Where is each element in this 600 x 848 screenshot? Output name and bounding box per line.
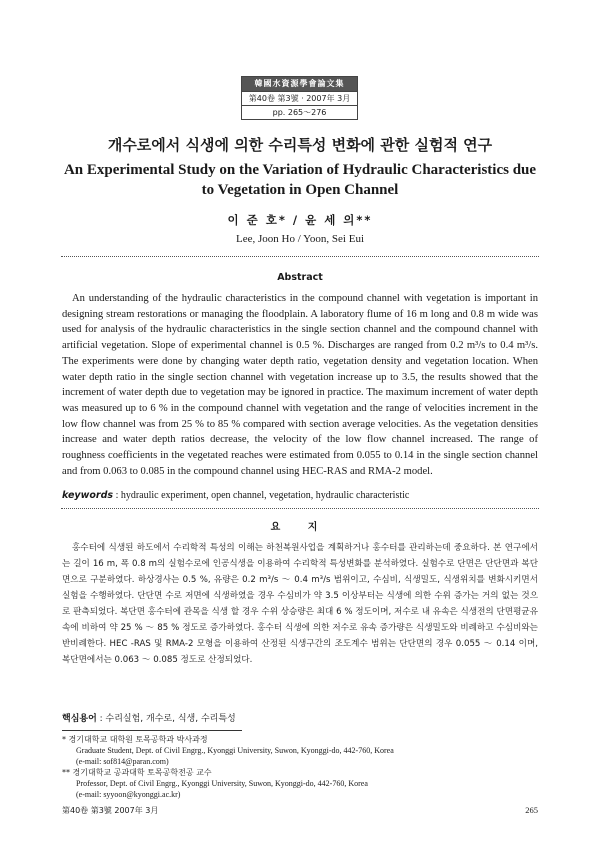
journal-info-box — [241, 76, 358, 120]
footer-issue: 第40卷 第3號 2007年 3月 — [62, 806, 159, 815]
keywords-text: : hydraulic experiment, open channel, vegetation, hydraulic characteristic — [113, 490, 410, 501]
footnote-2-email: (e-mail: syyoon@kyonggi.ac.kr) — [76, 790, 181, 799]
footnote-2-korean: ** 경기대학교 공과대학 토목공학전공 교수 — [62, 768, 212, 777]
journal-name: 韓國水資源學會論文集 — [242, 77, 357, 91]
footnote-2-affiliation: Professor, Dept. of Civil Engrg., Kyonggi University, Suwon, Kyonggi-do, 442-760, Korea — [76, 779, 368, 788]
footnote-rule — [62, 730, 242, 731]
abstract-body: An understanding of the hydraulic characteristics in the compound channel with vegetation is important in designing stream restorations or managing the floodplain. A laboratory flume of 16 m long and 0.8 m wide was used for analysis of the hydraulic characteristics in the single section channel and the compound channel with artificial vegetation. Slope of experimental channel is 0.5 %. Discharges are ranged from 0.2 m³/s to 0.4 m³/s. The experiments were done by changing water depth ratio, vegetation density and vegetation location. When water depth ratio in the single section channel with vegetation increase up to 3.5, the results showed that the increment of water depth due to vegetation may be ignored in practice. The maximum increment of water depth was measured up to 6 % in the compound channel with vegetation and the range of velocities increment in the low flow channel was from 25 % to 85 % compared with section average velocities. As the vegetation densities increase and water depth ratios decrease, the velocity of the low flow channel increased. The range of roughness coefficients in the vegetated reaches were estimated from 0.055 to 0.14 in the single section channel and from 0.063 to 0.085 in the compound channel using HEC-RAS and RMA-2 model. — [62, 293, 538, 477]
separator-middle — [61, 508, 539, 509]
footnotes — [62, 734, 532, 800]
korean-keywords — [62, 711, 236, 724]
authors-english: Lee, Joon Ho / Yoon, Sei Eui — [235, 233, 365, 245]
authors-korean: 이 준 호* / 윤 세 의** — [227, 213, 373, 227]
footnote-1-korean: * 경기대학교 대학원 토목공학과 박사과정 — [62, 735, 208, 744]
page-number: 265 — [525, 805, 538, 815]
journal-pages: pp. 265～276 — [242, 105, 357, 119]
keywords-label: keywords — [62, 490, 114, 501]
paper-title-english: An Experimental Study on the Variation of Hydraulic Characteristics due to Vegetation in Open Channel — [63, 162, 537, 198]
footnote-1-email: (e-mail: sof814@paran.com) — [76, 757, 169, 766]
separator-top — [61, 256, 539, 257]
korean-keywords-label: 핵심용어 — [62, 714, 97, 724]
korean-abstract-body: 홍수터에 식생된 하도에서 수리학적 특성의 이해는 하천복원사업을 계획하거나 홍수터를 관리하는데 중요하다. 본 연구에서는 길이 16 m, 폭 0.8 m의 실험수로에 인공식생을 이용하여 수리학적 특성변화를 분석하였다. 실험수로 단면은 단단면과 복단면으로 구분하였다. 하상경사는 0.5 %, 유량은 0.2 m³/s ～ 0.4 m³/s 범위이고, 수심비, 식생밀도, 식생위치를 변화시키면서 실험을 수행하였다. 단단면 수로 저면에 식생하였을 경우 수심비가 약 3.5 이상부터는 식생에 의한 수위 증가는 거의 없는 것으로 판측되었다. 복단면 홍수터에 관목을 식생 할 경우 수위 상승량은 최대 6 % 정도이며, 저수로 내 유속은 식생전의 단면평균유속에 비하여 약 25 % ～ 85 % 정도로 증가하였다. 홍수터 식생에 의한 저수로 유속 증가량은 식생밀도와 비례하고 수심비와는 반비례한다. HEC -RAS 및 RMA-2 모형을 이용하여 산정된 식생구간의 조도계수 범위는 단단면의 경우 0.055 ～ 0.14 이며, 복단면에서는 0.063 ～ 0.085 정도로 산정되었다. — [62, 543, 538, 665]
korean-keywords-text: : 수리실험, 개수로, 식생, 수리특성 — [96, 714, 236, 724]
paper-title-korean: 개수로에서 식생에 의한 수리특성 변화에 관한 실험적 연구 — [107, 136, 493, 154]
footnote-author-1 — [62, 734, 532, 767]
keywords — [62, 490, 538, 501]
korean-abstract-heading: 요 지 — [270, 522, 330, 533]
footnote-1-affiliation: Graduate Student, Dept. of Civil Engrg., Kyonggi University, Suwon, Kyonggi-do, 442-760, Korea — [76, 746, 394, 755]
abstract-heading: Abstract — [277, 272, 323, 283]
journal-volume-issue: 第40卷 第3號 · 2007年 3月 — [242, 91, 357, 105]
footnote-author-2 — [62, 767, 532, 800]
